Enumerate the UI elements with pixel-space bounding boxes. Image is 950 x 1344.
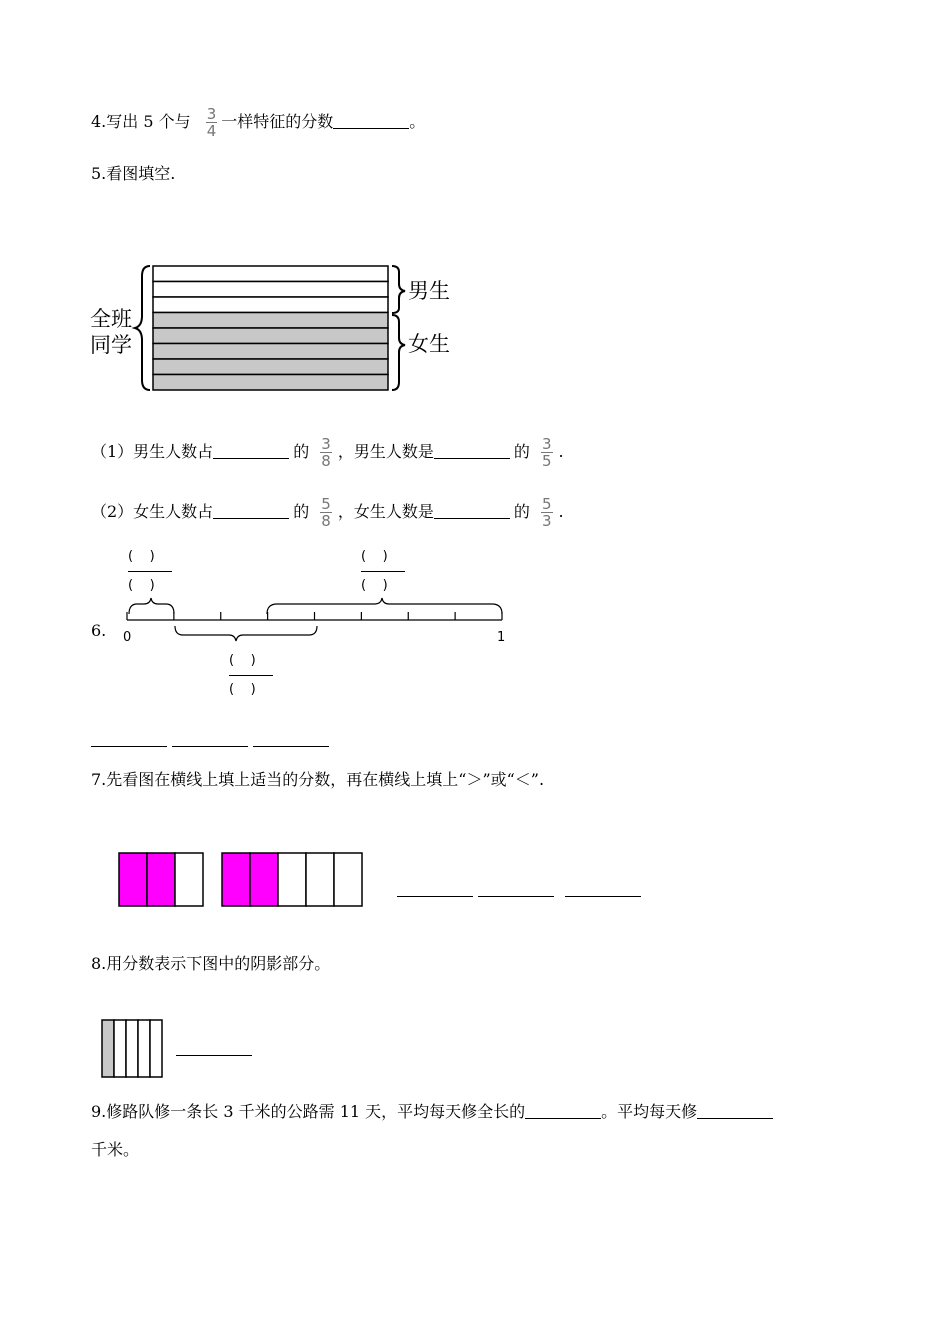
q5-s2-prefix: （2）女生人数占 bbox=[91, 502, 214, 521]
q6-frac-bar-1 bbox=[128, 571, 172, 572]
q8-answer-blank-wrap bbox=[176, 1041, 252, 1060]
q5-class-diagram bbox=[88, 258, 468, 398]
q4-fraction-numerator: 3 bbox=[206, 105, 217, 123]
boys-brace bbox=[392, 266, 405, 313]
q6-paren-2-den[interactable]: ( ) bbox=[361, 578, 388, 593]
q7-blank-1[interactable] bbox=[397, 896, 473, 897]
q8-figure bbox=[101, 1019, 165, 1079]
q5-title: 5.看图填空. bbox=[91, 164, 176, 183]
q9-line-1 bbox=[91, 1102, 773, 1122]
girls-row bbox=[153, 328, 388, 344]
unshaded-part bbox=[306, 853, 334, 906]
q4-answer-blank[interactable] bbox=[333, 112, 409, 129]
q6-number: 6. bbox=[91, 621, 107, 640]
q6-blank-1[interactable] bbox=[91, 746, 167, 747]
denominator: 8 bbox=[321, 512, 331, 530]
q9-part-1: 9.修路队修一条长 3 千米的公路需 11 天，平均每天修全长的 bbox=[91, 1102, 526, 1121]
tick-label-start: 0 bbox=[123, 630, 132, 645]
q6-answer-blanks bbox=[91, 732, 329, 752]
brace-middle-segments bbox=[175, 626, 317, 641]
left-label-1: 全班 bbox=[90, 307, 132, 331]
boys-label: 男生 bbox=[408, 279, 450, 303]
q5-s1-prefix: （1）男生人数占 bbox=[91, 442, 214, 461]
q9-blank-2[interactable] bbox=[697, 1102, 773, 1119]
q6-paren-1-num[interactable]: ( ) bbox=[128, 549, 155, 564]
unshaded-part bbox=[150, 1020, 162, 1077]
numerator: 3 bbox=[321, 435, 331, 453]
brace-last-five-segments bbox=[267, 598, 502, 614]
q8-rect-parts bbox=[102, 1020, 162, 1077]
q5-s1-de-2: 的 bbox=[513, 442, 530, 461]
question-4 bbox=[91, 106, 425, 139]
girls-row bbox=[153, 375, 388, 391]
unshaded-part bbox=[126, 1020, 138, 1077]
q6-frac-bar-2 bbox=[361, 571, 405, 572]
q4-suffix: 一样特征的分数 bbox=[221, 112, 334, 131]
q6-paren-1-den[interactable]: ( ) bbox=[128, 578, 155, 593]
denominator: 3 bbox=[541, 512, 552, 530]
q5-s2-blank-1[interactable] bbox=[213, 502, 289, 519]
shaded-part bbox=[102, 1020, 114, 1077]
q5-s1-de-1: 的 bbox=[293, 442, 310, 461]
numerator: 5 bbox=[321, 495, 331, 513]
q6-paren-3-num[interactable]: ( ) bbox=[229, 653, 256, 668]
boys-row bbox=[153, 297, 388, 313]
denominator: 5 bbox=[541, 452, 552, 470]
q4-prefix: 4.写出 5 个与 bbox=[91, 112, 191, 131]
numerator: 5 bbox=[541, 495, 552, 513]
q7-figure-2 bbox=[222, 853, 362, 906]
shaded-part bbox=[119, 853, 147, 906]
q5-s1-blank-1[interactable] bbox=[213, 442, 289, 459]
q5-s1-fraction-2 bbox=[541, 436, 553, 469]
shaded-part bbox=[250, 853, 278, 906]
q7-figures bbox=[118, 852, 368, 908]
left-label-2: 同学 bbox=[90, 333, 132, 357]
q5-s1-blank-2[interactable] bbox=[434, 442, 510, 459]
q5-sub-1 bbox=[91, 436, 564, 469]
unshaded-part bbox=[334, 853, 362, 906]
q9-blank-1[interactable] bbox=[525, 1102, 601, 1119]
q8-blank[interactable] bbox=[176, 1055, 252, 1056]
shaded-part bbox=[222, 853, 250, 906]
boys-row bbox=[153, 282, 388, 298]
q5-s1-end: . bbox=[558, 442, 564, 461]
q7-answer-blanks bbox=[397, 882, 641, 901]
girls-row bbox=[153, 313, 388, 329]
q7-figure-1 bbox=[119, 853, 203, 906]
q6-ticks bbox=[127, 612, 502, 620]
q7-title: 7.先看图在横线上填上适当的分数，再在横线上填上“＞”或“＜”. bbox=[91, 770, 545, 789]
numerator: 3 bbox=[541, 435, 552, 453]
left-brace bbox=[135, 266, 150, 390]
girls-row bbox=[153, 359, 388, 375]
unshaded-part bbox=[114, 1020, 126, 1077]
q5-s1-fraction-1 bbox=[320, 436, 332, 469]
q6-number-line bbox=[120, 592, 520, 652]
q9-part-3: 千米。 bbox=[91, 1140, 140, 1159]
q7-blank-2[interactable] bbox=[478, 896, 554, 897]
boys-row bbox=[153, 266, 388, 282]
q4-fraction bbox=[206, 106, 218, 139]
q8-title: 8.用分数表示下图中的阴影部分。 bbox=[91, 954, 331, 973]
q5-sub-2 bbox=[91, 496, 564, 529]
q6-paren-3-den[interactable]: ( ) bbox=[229, 682, 256, 697]
q9-part-2: 。平均每天修 bbox=[601, 1102, 698, 1121]
unshaded-part bbox=[138, 1020, 150, 1077]
girls-brace bbox=[392, 315, 405, 390]
q5-s2-mid: ，女生人数是 bbox=[337, 502, 434, 521]
q5-s2-fraction-1 bbox=[320, 496, 332, 529]
q5-s1-mid: ，男生人数是 bbox=[337, 442, 434, 461]
q5-rows bbox=[153, 266, 388, 390]
q4-end: 。 bbox=[409, 112, 426, 131]
q5-s2-de-2: 的 bbox=[513, 502, 530, 521]
shaded-part bbox=[147, 853, 175, 906]
girls-label: 女生 bbox=[408, 332, 450, 356]
q7-blank-3[interactable] bbox=[565, 896, 641, 897]
q6-blank-2[interactable] bbox=[172, 746, 248, 747]
denominator: 8 bbox=[321, 452, 331, 470]
q5-s2-de-1: 的 bbox=[293, 502, 310, 521]
q4-fraction-denominator: 4 bbox=[206, 122, 217, 140]
brace-first-segment bbox=[129, 598, 174, 614]
q5-s2-end: . bbox=[558, 502, 564, 521]
girls-row bbox=[153, 344, 388, 360]
q5-s2-fraction-2 bbox=[541, 496, 553, 529]
q6-paren-2-num[interactable]: ( ) bbox=[361, 549, 388, 564]
unshaded-part bbox=[175, 853, 203, 906]
q6-frac-bar-3 bbox=[229, 675, 273, 676]
unshaded-part bbox=[278, 853, 306, 906]
q5-s2-blank-2[interactable] bbox=[434, 502, 510, 519]
q6-blank-3[interactable] bbox=[253, 746, 329, 747]
tick-label-end: 1 bbox=[497, 630, 506, 645]
